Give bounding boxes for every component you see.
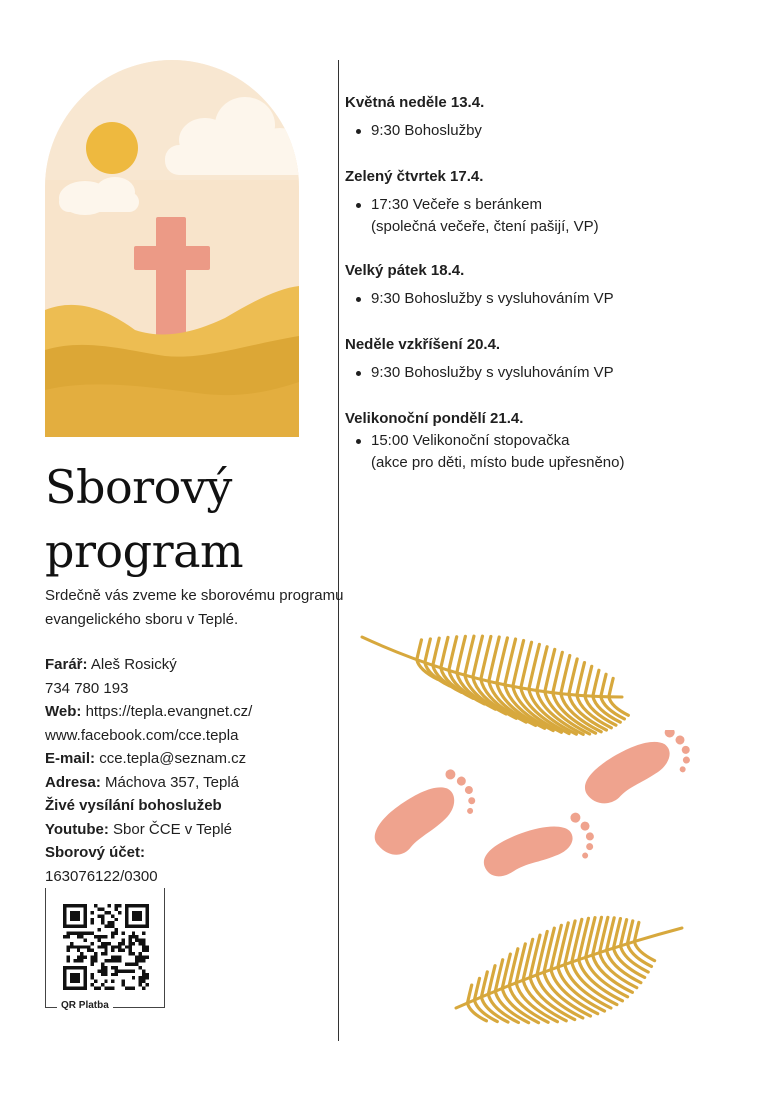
- pastor-row: [45, 653, 252, 677]
- title-line-2: program: [45, 524, 244, 578]
- pastor-label: Farář:: [45, 656, 88, 673]
- event-heading: Neděle vzkříšení 20.4.: [345, 336, 501, 353]
- event-time: 9:30 Bohoslužby s vysluhováním VP: [371, 288, 745, 310]
- event-item: [345, 408, 745, 474]
- event-note: (společná večeře, čtení pašijí, VP): [371, 218, 599, 235]
- event-schedule: [345, 92, 745, 474]
- account-heading: [45, 841, 252, 865]
- event-heading: Velký pátek 18.4.: [345, 262, 465, 279]
- event-time: [371, 194, 745, 238]
- web-row: [45, 700, 252, 724]
- phone-number: 734 780 193: [45, 679, 129, 697]
- youtube-label: Youtube:: [45, 820, 109, 838]
- event-time: 9:30 Bohoslužby: [371, 120, 745, 142]
- event-line: 15:00 Velikonoční stopovačka: [371, 432, 570, 449]
- qr-payment: [45, 888, 165, 1010]
- pastor-name: Aleš Rosický: [90, 656, 177, 673]
- address-value: Máchova 357, Teplá: [105, 773, 240, 791]
- qr-label: QR Platba: [57, 1000, 113, 1011]
- email-row: [45, 747, 252, 771]
- event-heading: Zelený čtvrtek 17.4.: [345, 168, 484, 185]
- column-divider: [338, 60, 339, 1041]
- palm-leaf-icon: [360, 605, 630, 750]
- event-note: (akce pro děti, místo bude upřesněno): [371, 454, 625, 471]
- page-title: [45, 455, 243, 583]
- event-time: 9:30 Bohoslužby s vysluhováním VP: [371, 362, 745, 384]
- stream-heading: [45, 794, 252, 818]
- email-label: E-mail:: [45, 750, 96, 767]
- youtube-channel[interactable]: Sbor ČCE v Teplé: [113, 820, 232, 838]
- event-item: [345, 260, 745, 310]
- event-time: [371, 430, 745, 474]
- event-heading: Velikonoční pondělí 21.4.: [345, 410, 524, 427]
- account-label: Sborový účet:: [45, 844, 146, 861]
- email-link[interactable]: cce.tepla@seznam.cz: [99, 750, 247, 767]
- event-item: [345, 92, 745, 142]
- address-row: [45, 771, 252, 795]
- contact-info: [45, 653, 252, 888]
- easter-cross-illustration: [45, 60, 299, 437]
- event-item: [345, 334, 745, 384]
- facebook-link[interactable]: www.facebook.com/cce.tepla: [45, 726, 239, 744]
- web-label: Web:: [45, 703, 82, 720]
- event-line: 17:30 Večeře s beránkem: [371, 196, 542, 213]
- qr-code-icon[interactable]: [63, 904, 149, 990]
- account-number: 163076122/0300: [45, 867, 158, 885]
- stream-label: Živé vysílání bohoslužeb: [45, 797, 222, 814]
- web-link[interactable]: https://tepla.evangnet.cz/: [85, 703, 253, 720]
- event-item: [345, 166, 745, 238]
- title-line-1: Sborový: [45, 460, 232, 514]
- sun-icon: [86, 122, 138, 174]
- footprints-icon: [362, 730, 702, 880]
- youtube-row: [45, 818, 252, 842]
- address-label: Adresa:: [45, 773, 101, 791]
- intro-text: Srdečně vás zveme ke sborovému programu evangelického sboru v Teplé.: [45, 587, 344, 628]
- palm-leaf-icon: [450, 890, 685, 1035]
- event-heading: Květná neděle 13.4.: [345, 94, 485, 111]
